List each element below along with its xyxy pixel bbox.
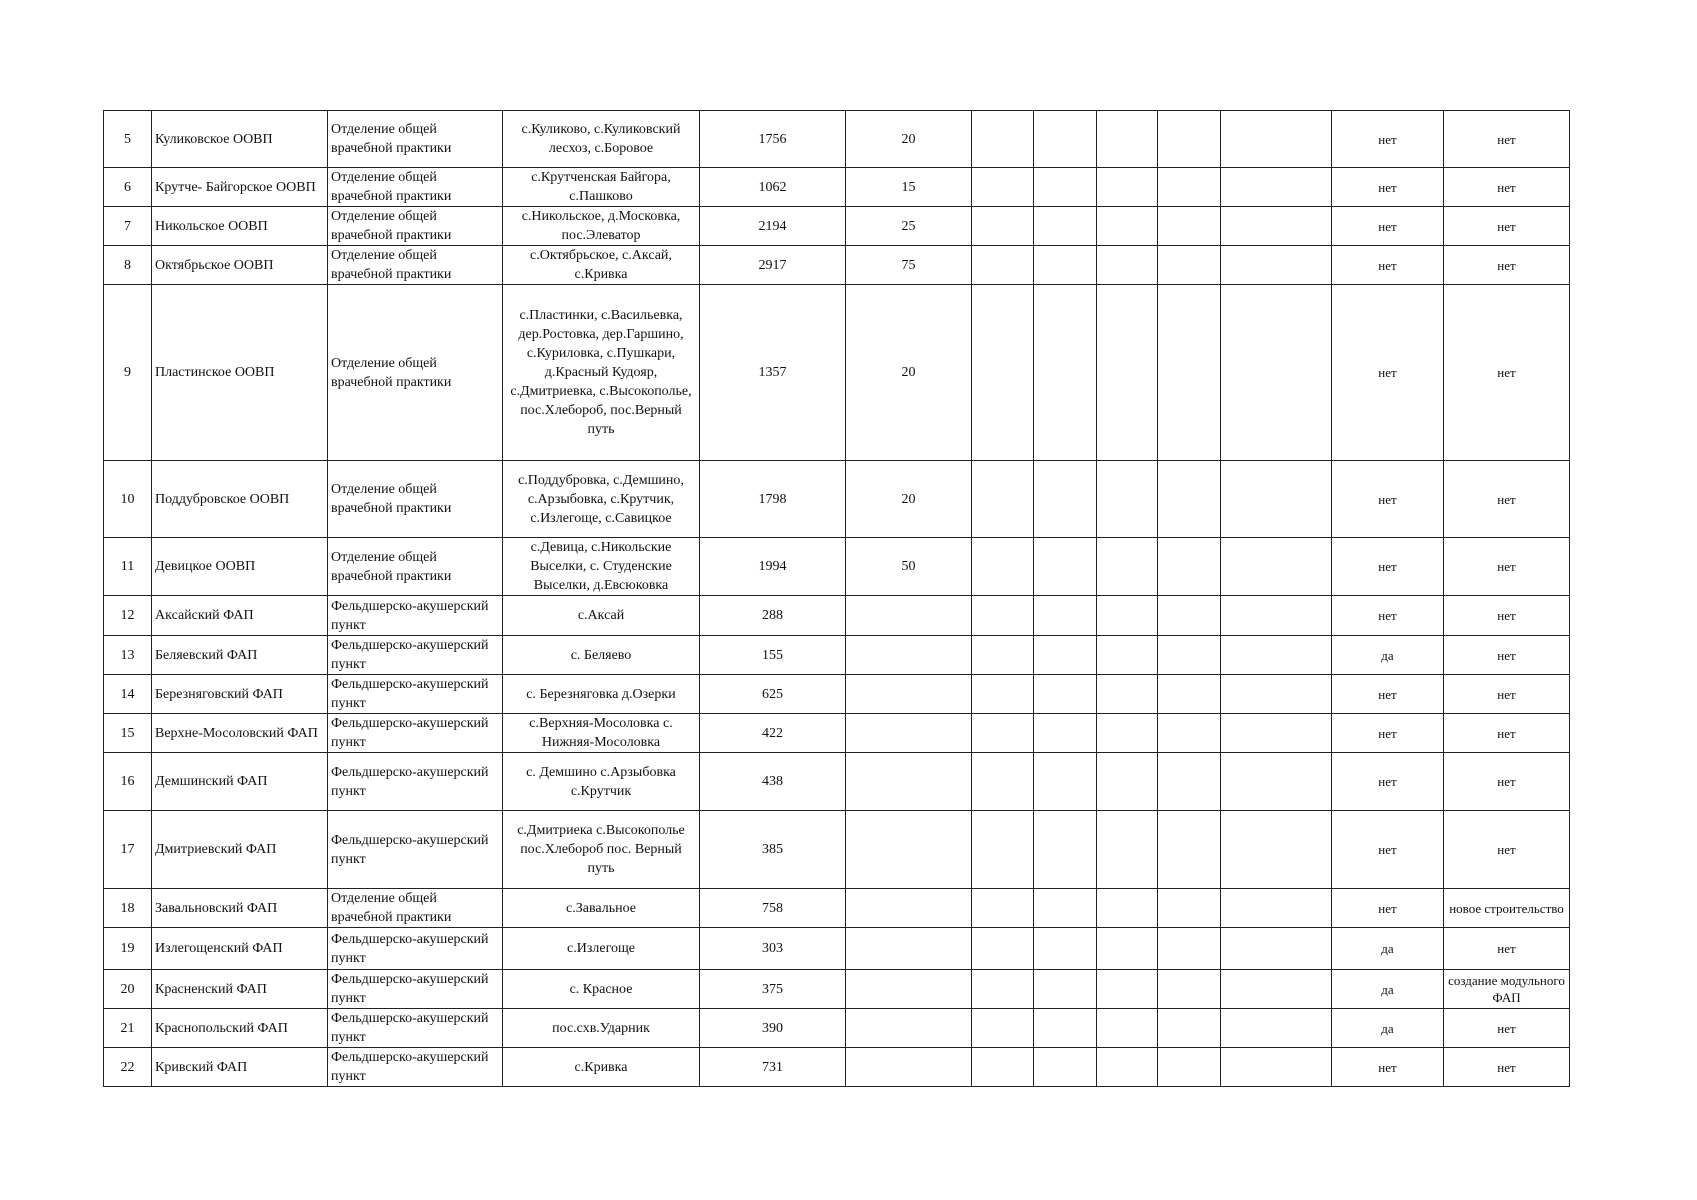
empty-cell — [1034, 461, 1097, 538]
table-row — [104, 889, 1570, 928]
empty-cell — [1158, 636, 1221, 675]
facility-type: Фельдшерско-акушерский пункт — [328, 1048, 503, 1087]
empty-cell — [1034, 596, 1097, 636]
status-cell-2: создание модульного ФАП — [1444, 970, 1570, 1009]
value-cell: 75 — [846, 246, 972, 285]
empty-cell — [1221, 970, 1332, 1009]
empty-cell — [1158, 461, 1221, 538]
status-cell-2: нет — [1444, 246, 1570, 285]
status-cell-2: нет — [1444, 596, 1570, 636]
empty-cell — [972, 970, 1034, 1009]
facility-type: Фельдшерско-акушерский пункт — [328, 596, 503, 636]
empty-cell — [1221, 285, 1332, 461]
served-settlements: с.Никольское, д.Московка, пос.Элеватор — [503, 207, 700, 246]
empty-cell — [1158, 889, 1221, 928]
facility-name: Дмитриевский ФАП — [152, 811, 328, 889]
row-number: 21 — [104, 1009, 152, 1048]
status-cell-1: нет — [1332, 285, 1444, 461]
table-row — [104, 285, 1570, 461]
table-row — [104, 596, 1570, 636]
row-number: 13 — [104, 636, 152, 675]
table-row — [104, 461, 1570, 538]
empty-cell — [972, 811, 1034, 889]
facility-name: Демшинский ФАП — [152, 753, 328, 811]
empty-cell — [1221, 753, 1332, 811]
empty-cell — [1158, 811, 1221, 889]
empty-cell — [1158, 538, 1221, 596]
table-row — [104, 970, 1570, 1009]
empty-cell — [1034, 285, 1097, 461]
table-row — [104, 753, 1570, 811]
facility-type: Отделение общей врачебной практики — [328, 207, 503, 246]
facility-type: Фельдшерско-акушерский пункт — [328, 811, 503, 889]
table-row — [104, 246, 1570, 285]
facility-name: Березняговский ФАП — [152, 675, 328, 714]
value-cell — [846, 596, 972, 636]
facility-type: Фельдшерско-акушерский пункт — [328, 1009, 503, 1048]
value-cell — [846, 811, 972, 889]
row-number: 15 — [104, 714, 152, 753]
empty-cell — [1221, 246, 1332, 285]
served-settlements: с. Демшино с.Арзыбовка с.Крутчик — [503, 753, 700, 811]
value-cell: 20 — [846, 285, 972, 461]
empty-cell — [1221, 675, 1332, 714]
empty-cell — [1097, 928, 1158, 970]
facility-name: Октябрьское ООВП — [152, 246, 328, 285]
status-cell-2: нет — [1444, 538, 1570, 596]
row-number: 9 — [104, 285, 152, 461]
status-cell-1: нет — [1332, 538, 1444, 596]
status-cell-2: новое строительство — [1444, 889, 1570, 928]
row-number: 20 — [104, 970, 152, 1009]
row-number: 12 — [104, 596, 152, 636]
facility-type: Отделение общей врачебной практики — [328, 538, 503, 596]
empty-cell — [1097, 207, 1158, 246]
served-settlements: с.Октябрьское, с.Аксай, с.Кривка — [503, 246, 700, 285]
empty-cell — [1034, 1009, 1097, 1048]
facility-type: Отделение общей врачебной практики — [328, 461, 503, 538]
empty-cell — [1097, 111, 1158, 168]
empty-cell — [972, 596, 1034, 636]
empty-cell — [1034, 928, 1097, 970]
empty-cell — [1097, 538, 1158, 596]
empty-cell — [1221, 928, 1332, 970]
empty-cell — [1221, 889, 1332, 928]
value-cell: 25 — [846, 207, 972, 246]
row-number: 6 — [104, 168, 152, 207]
empty-cell — [1221, 207, 1332, 246]
facility-type: Отделение общей врачебной практики — [328, 246, 503, 285]
table-row — [104, 714, 1570, 753]
status-cell-2: нет — [1444, 168, 1570, 207]
facility-name: Краснопольский ФАП — [152, 1009, 328, 1048]
empty-cell — [972, 636, 1034, 675]
empty-cell — [1158, 1048, 1221, 1087]
population: 731 — [700, 1048, 846, 1087]
table-row — [104, 636, 1570, 675]
population: 155 — [700, 636, 846, 675]
empty-cell — [1034, 811, 1097, 889]
empty-cell — [972, 1048, 1034, 1087]
status-cell-1: нет — [1332, 675, 1444, 714]
status-cell-1: да — [1332, 1009, 1444, 1048]
empty-cell — [1221, 811, 1332, 889]
status-cell-2: нет — [1444, 461, 1570, 538]
value-cell: 50 — [846, 538, 972, 596]
empty-cell — [1221, 168, 1332, 207]
empty-cell — [1158, 714, 1221, 753]
population: 1357 — [700, 285, 846, 461]
row-number: 10 — [104, 461, 152, 538]
empty-cell — [1034, 675, 1097, 714]
status-cell-1: нет — [1332, 461, 1444, 538]
empty-cell — [1034, 207, 1097, 246]
empty-cell — [1034, 1048, 1097, 1087]
empty-cell — [1097, 1009, 1158, 1048]
served-settlements: с. Красное — [503, 970, 700, 1009]
row-number: 14 — [104, 675, 152, 714]
empty-cell — [1221, 111, 1332, 168]
population: 1756 — [700, 111, 846, 168]
facility-name: Никольское ООВП — [152, 207, 328, 246]
empty-cell — [972, 714, 1034, 753]
empty-cell — [1158, 246, 1221, 285]
population: 422 — [700, 714, 846, 753]
served-settlements: с.Куликово, с.Куликовский лесхоз, с.Боровое — [503, 111, 700, 168]
empty-cell — [972, 207, 1034, 246]
status-cell-1: нет — [1332, 168, 1444, 207]
empty-cell — [1097, 636, 1158, 675]
empty-cell — [1097, 675, 1158, 714]
served-settlements: с.Дмитриека с.Высокополье пос.Хлебороб пос. Верный путь — [503, 811, 700, 889]
empty-cell — [1097, 753, 1158, 811]
empty-cell — [1034, 168, 1097, 207]
empty-cell — [1158, 285, 1221, 461]
status-cell-1: нет — [1332, 596, 1444, 636]
population: 303 — [700, 928, 846, 970]
facility-name: Пластинское ООВП — [152, 285, 328, 461]
table-row — [104, 207, 1570, 246]
value-cell: 20 — [846, 111, 972, 168]
status-cell-1: да — [1332, 636, 1444, 675]
population: 625 — [700, 675, 846, 714]
empty-cell — [1097, 970, 1158, 1009]
status-cell-2: нет — [1444, 636, 1570, 675]
empty-cell — [1097, 168, 1158, 207]
empty-cell — [1221, 636, 1332, 675]
served-settlements: с.Верхняя-Мосоловка с. Нижняя-Мосоловка — [503, 714, 700, 753]
empty-cell — [1097, 811, 1158, 889]
table-row — [104, 538, 1570, 596]
facilities-table — [103, 110, 1570, 1087]
facility-name: Поддубровское ООВП — [152, 461, 328, 538]
status-cell-2: нет — [1444, 111, 1570, 168]
value-cell — [846, 714, 972, 753]
empty-cell — [1158, 1009, 1221, 1048]
empty-cell — [972, 1009, 1034, 1048]
facility-type: Отделение общей врачебной практики — [328, 285, 503, 461]
status-cell-2: нет — [1444, 1048, 1570, 1087]
served-settlements: с.Излегоще — [503, 928, 700, 970]
empty-cell — [1034, 889, 1097, 928]
table-row — [104, 675, 1570, 714]
facility-type: Фельдшерско-акушерский пункт — [328, 636, 503, 675]
empty-cell — [1034, 970, 1097, 1009]
empty-cell — [1034, 246, 1097, 285]
empty-cell — [1158, 168, 1221, 207]
table-row — [104, 1009, 1570, 1048]
status-cell-1: нет — [1332, 753, 1444, 811]
status-cell-1: нет — [1332, 811, 1444, 889]
served-settlements: с.Поддубровка, с.Демшино, с.Арзыбовка, с.Крутчик, с.Излегоще, с.Савицкое — [503, 461, 700, 538]
facility-name: Девицкое ООВП — [152, 538, 328, 596]
empty-cell — [1097, 285, 1158, 461]
row-number: 8 — [104, 246, 152, 285]
row-number: 19 — [104, 928, 152, 970]
status-cell-2: нет — [1444, 207, 1570, 246]
table-row — [104, 811, 1570, 889]
population: 288 — [700, 596, 846, 636]
empty-cell — [1034, 753, 1097, 811]
empty-cell — [1158, 753, 1221, 811]
status-cell-1: да — [1332, 928, 1444, 970]
population: 1994 — [700, 538, 846, 596]
served-settlements: с.Пластинки, с.Васильевка, дер.Ростовка, дер.Гаршино, с.Куриловка, с.Пушкари, д.Красный Кудояр, с.Дмитриевка, с.Высокополье, пос.Хлебороб, пос.Верный путь — [503, 285, 700, 461]
empty-cell — [1097, 461, 1158, 538]
empty-cell — [972, 168, 1034, 207]
status-cell-2: нет — [1444, 675, 1570, 714]
value-cell — [846, 970, 972, 1009]
empty-cell — [1097, 246, 1158, 285]
status-cell-2: нет — [1444, 1009, 1570, 1048]
value-cell: 15 — [846, 168, 972, 207]
empty-cell — [1158, 207, 1221, 246]
value-cell — [846, 636, 972, 675]
served-settlements: с.Завальное — [503, 889, 700, 928]
population: 2194 — [700, 207, 846, 246]
empty-cell — [1034, 111, 1097, 168]
facility-name: Аксайский ФАП — [152, 596, 328, 636]
population: 1798 — [700, 461, 846, 538]
empty-cell — [972, 675, 1034, 714]
row-number: 22 — [104, 1048, 152, 1087]
served-settlements: с. Березняговка д.Озерки — [503, 675, 700, 714]
empty-cell — [1221, 1009, 1332, 1048]
facility-name: Кривский ФАП — [152, 1048, 328, 1087]
table-row — [104, 111, 1570, 168]
row-number: 16 — [104, 753, 152, 811]
status-cell-2: нет — [1444, 811, 1570, 889]
empty-cell — [1097, 1048, 1158, 1087]
facility-type: Фельдшерско-акушерский пункт — [328, 714, 503, 753]
status-cell-1: да — [1332, 970, 1444, 1009]
population: 1062 — [700, 168, 846, 207]
facility-type: Фельдшерско-акушерский пункт — [328, 970, 503, 1009]
facility-name: Крутче- Байгорское ООВП — [152, 168, 328, 207]
facility-type: Отделение общей врачебной практики — [328, 111, 503, 168]
facility-name: Беляевский ФАП — [152, 636, 328, 675]
status-cell-1: нет — [1332, 889, 1444, 928]
status-cell-2: нет — [1444, 928, 1570, 970]
value-cell — [846, 675, 972, 714]
facility-name: Завальновский ФАП — [152, 889, 328, 928]
empty-cell — [972, 889, 1034, 928]
table-row — [104, 168, 1570, 207]
empty-cell — [972, 285, 1034, 461]
status-cell-1: нет — [1332, 1048, 1444, 1087]
empty-cell — [1221, 1048, 1332, 1087]
value-cell: 20 — [846, 461, 972, 538]
empty-cell — [972, 928, 1034, 970]
empty-cell — [1221, 596, 1332, 636]
facility-name: Куликовское ООВП — [152, 111, 328, 168]
empty-cell — [1097, 889, 1158, 928]
facility-type: Фельдшерско-акушерский пункт — [328, 928, 503, 970]
empty-cell — [1097, 714, 1158, 753]
population: 390 — [700, 1009, 846, 1048]
status-cell-1: нет — [1332, 111, 1444, 168]
empty-cell — [1158, 111, 1221, 168]
population: 438 — [700, 753, 846, 811]
facility-type: Фельдшерско-акушерский пункт — [328, 675, 503, 714]
empty-cell — [972, 461, 1034, 538]
empty-cell — [1034, 538, 1097, 596]
facility-type: Фельдшерско-акушерский пункт — [328, 753, 503, 811]
row-number: 5 — [104, 111, 152, 168]
value-cell — [846, 1009, 972, 1048]
population: 758 — [700, 889, 846, 928]
row-number: 18 — [104, 889, 152, 928]
facility-type: Отделение общей врачебной практики — [328, 168, 503, 207]
empty-cell — [1158, 970, 1221, 1009]
facility-name: Излегощенский ФАП — [152, 928, 328, 970]
table-row — [104, 1048, 1570, 1087]
row-number: 17 — [104, 811, 152, 889]
status-cell-1: нет — [1332, 207, 1444, 246]
served-settlements: с.Кривка — [503, 1048, 700, 1087]
empty-cell — [1221, 461, 1332, 538]
served-settlements: с.Девица, с.Никольские Выселки, с. Студенские Выселки, д.Евсюковка — [503, 538, 700, 596]
status-cell-2: нет — [1444, 285, 1570, 461]
facility-type: Отделение общей врачебной практики — [328, 889, 503, 928]
status-cell-2: нет — [1444, 753, 1570, 811]
population: 375 — [700, 970, 846, 1009]
empty-cell — [1097, 596, 1158, 636]
empty-cell — [972, 111, 1034, 168]
empty-cell — [972, 246, 1034, 285]
empty-cell — [972, 538, 1034, 596]
status-cell-2: нет — [1444, 714, 1570, 753]
status-cell-1: нет — [1332, 246, 1444, 285]
table-row — [104, 928, 1570, 970]
value-cell — [846, 753, 972, 811]
table-body — [104, 111, 1570, 1087]
row-number: 7 — [104, 207, 152, 246]
facility-name: Верхне-Мосоловский ФАП — [152, 714, 328, 753]
served-settlements: пос.схв.Ударник — [503, 1009, 700, 1048]
status-cell-1: нет — [1332, 714, 1444, 753]
empty-cell — [1221, 538, 1332, 596]
empty-cell — [1221, 714, 1332, 753]
empty-cell — [1034, 636, 1097, 675]
empty-cell — [1158, 596, 1221, 636]
value-cell — [846, 1048, 972, 1087]
empty-cell — [972, 753, 1034, 811]
population: 2917 — [700, 246, 846, 285]
empty-cell — [1158, 675, 1221, 714]
row-number: 11 — [104, 538, 152, 596]
empty-cell — [1034, 714, 1097, 753]
empty-cell — [1158, 928, 1221, 970]
served-settlements: с.Аксай — [503, 596, 700, 636]
served-settlements: с. Беляево — [503, 636, 700, 675]
served-settlements: с.Крутченская Байгора, с.Пашково — [503, 168, 700, 207]
value-cell — [846, 889, 972, 928]
facility-name: Красненский ФАП — [152, 970, 328, 1009]
value-cell — [846, 928, 972, 970]
population: 385 — [700, 811, 846, 889]
